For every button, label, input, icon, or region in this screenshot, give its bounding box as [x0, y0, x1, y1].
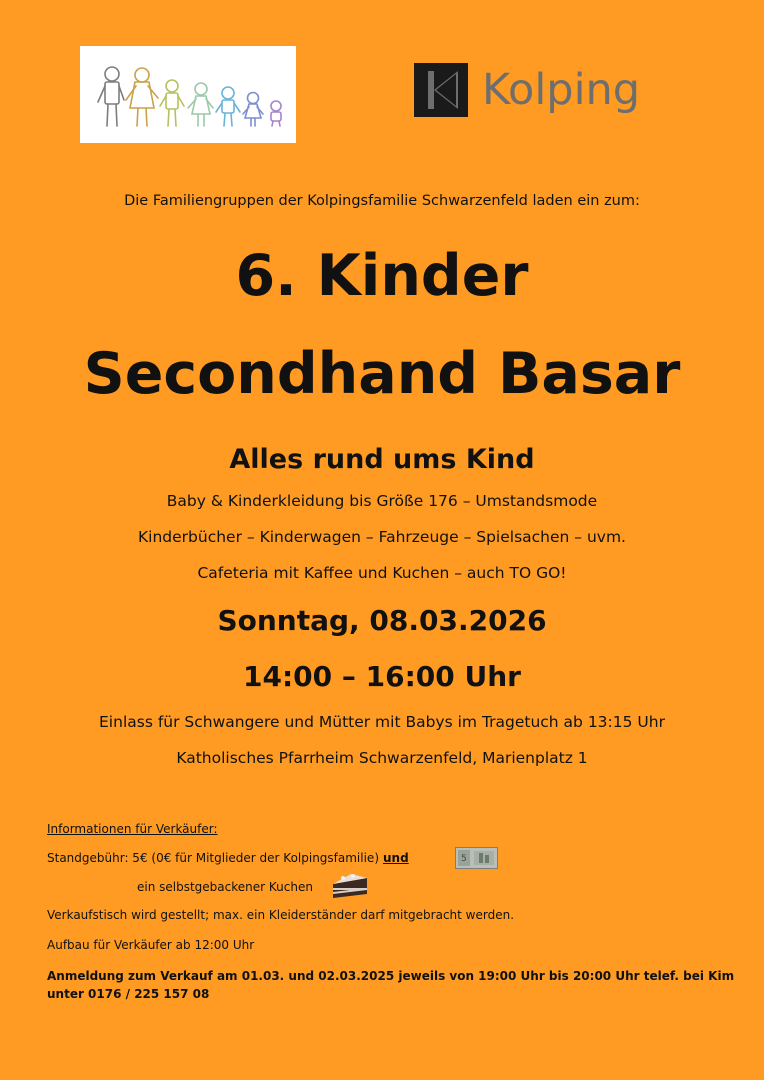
registration-line-2: unter 0176 / 225 157 08	[47, 987, 210, 1001]
table-note: Verkaufstisch wird gestellt; max. ein Kleiderständer darf mitgebracht werden.	[47, 908, 515, 922]
offer-line: Baby & Kinderkleidung bis Größe 176 – Umstandsmode	[166, 492, 598, 510]
svg-text:5: 5	[461, 854, 467, 864]
family-logo	[80, 46, 296, 143]
seller-info-heading: Informationen für Verkäufer:	[47, 822, 218, 836]
event-time: 14:00 – 16:00 Uhr	[243, 660, 521, 693]
event-location: Katholisches Pfarrheim Schwarzenfeld, Marienplatz 1	[176, 749, 588, 767]
title-line-2: Secondhand Basar	[83, 341, 681, 407]
family-stick-figures-icon	[80, 46, 296, 143]
entry-note: Einlass für Schwangere und Mütter mit Babys im Tragetuch ab 13:15 Uhr	[99, 713, 665, 731]
event-date: Sonntag, 08.03.2026	[217, 604, 547, 637]
five-euro-note-icon	[455, 847, 498, 869]
setup-note: Aufbau für Verkäufer ab 12:00 Uhr	[47, 938, 255, 952]
fee-and: und	[383, 851, 409, 865]
subtitle: Alles rund ums Kind	[229, 444, 535, 475]
fee-text: Standgebühr: 5€ (0€ für Mitglieder der Kolpingsfamilie)	[47, 851, 379, 865]
cake-text: ein selbstgebackener Kuchen	[137, 880, 313, 894]
intro-text: Die Familiengruppen der Kolpingsfamilie Schwarzenfeld laden ein zum:	[124, 193, 640, 209]
offer-line: Cafeteria mit Kaffee und Kuchen – auch TO GO!	[197, 564, 567, 582]
brand-name: Kolping	[482, 64, 641, 115]
registration-line-1: Anmeldung zum Verkauf am 01.03. und 02.03.2025 jeweils von 19:00 Uhr bis 20:00 Uhr telef. bei Kim	[47, 969, 735, 983]
seller-fee	[47, 851, 409, 865]
title-line-1: 6. Kinder	[235, 243, 529, 309]
registration-note	[47, 967, 734, 1003]
offer-line: Kinderbücher – Kinderwagen – Fahrzeuge – Spielsachen – uvm.	[138, 528, 626, 546]
cake-slice-icon	[331, 870, 369, 900]
kolping-logo	[414, 62, 640, 118]
kolping-k-icon	[414, 63, 468, 117]
